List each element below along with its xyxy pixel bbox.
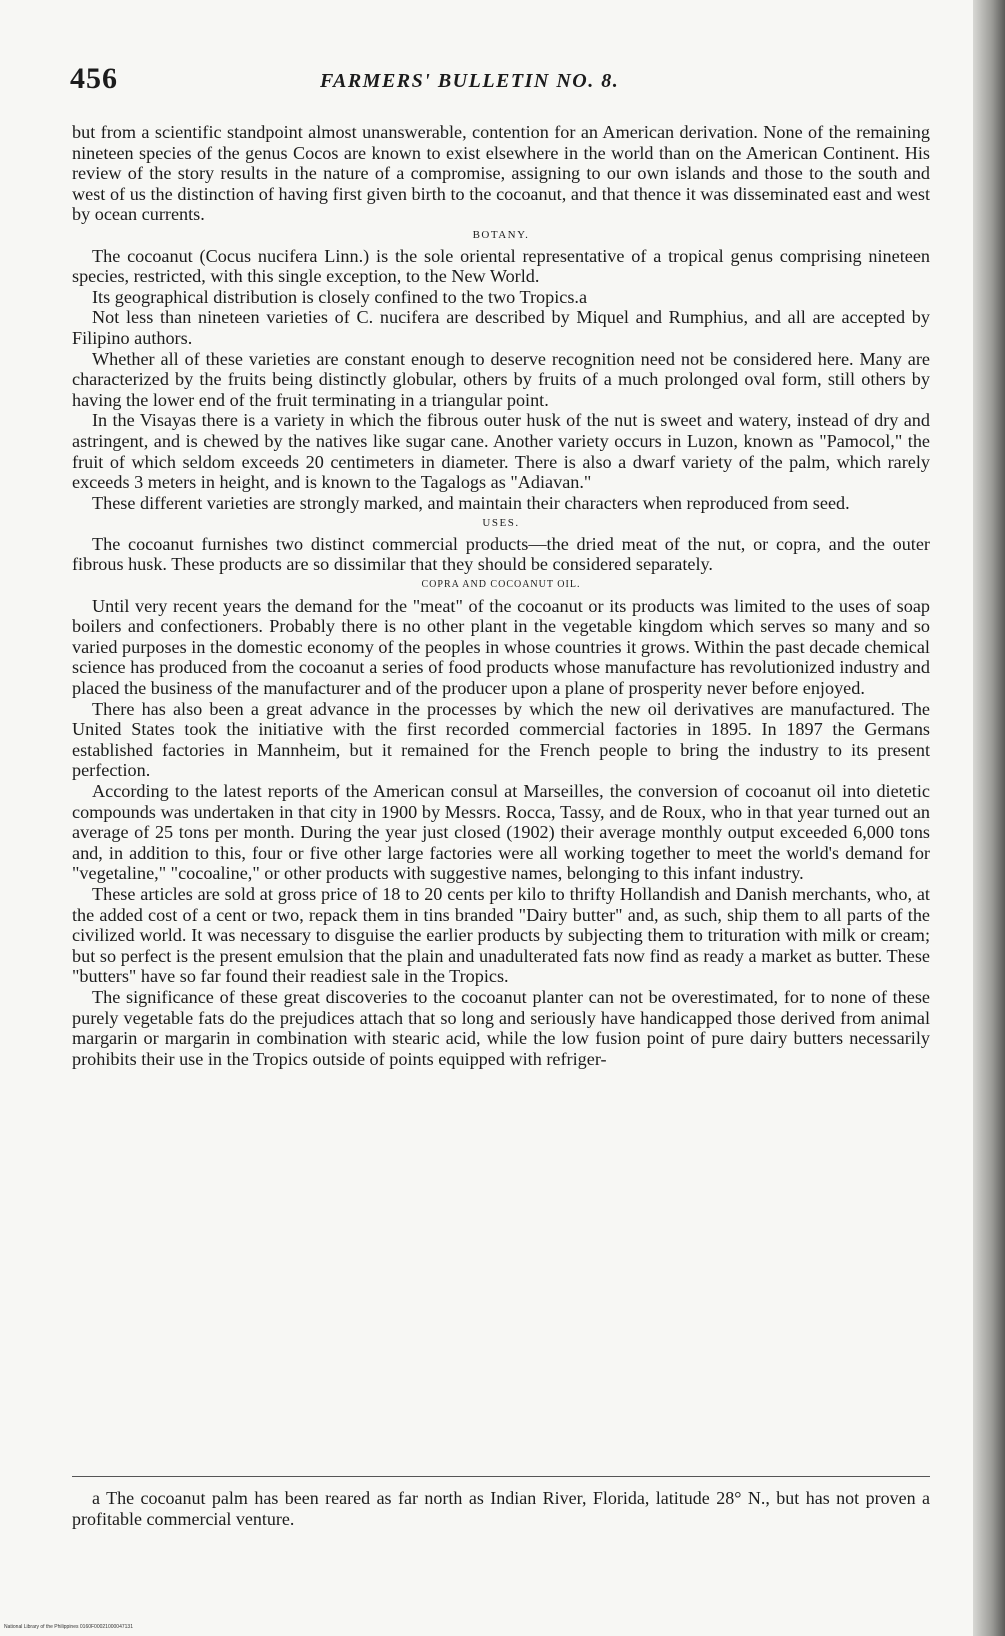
paragraph: Not less than nineteen varieties of C. nucifera are described by Miquel and Rumphius, and all are accepted by Filipino authors. xyxy=(72,307,930,348)
paragraph: The cocoanut furnishes two distinct commercial products—the dried meat of the nut, or copra, and the outer fibrous husk. These products are so dissimilar that they should be considered separately. xyxy=(72,533,930,575)
subsection-heading: COPRA AND COCOANUT OIL. xyxy=(421,579,581,591)
library-imprint: National Library of the Philippines 0160F00021000047131 xyxy=(4,1624,133,1630)
footnote-rule xyxy=(72,1476,930,1477)
paragraph: There has also been a great advance in the processes by which the new oil derivatives are manufactured. The United States took the initiative with the first recorded commercial factories in 1895. In 1897 the Germans established factories in Mannheim, but it remained for the French people to bring the industry to its present perfection. xyxy=(72,698,930,781)
paragraph: These articles are sold at gross price of 18 to 20 cents per kilo to thrifty Hollandish and Danish merchants, who, at the added cost of a cent or two, repack them in tins branded "Dairy butter" and, as such, ship them to all parts of the civilized world. It was necessary to disguise the earlier products by subjecting them to trituration with milk or cream; but so perfect is the present emulsion that the plain and unadulterated fats now find as ready a market as butter. These "butters" have so far found their readiest sale in the Tropics. xyxy=(72,883,930,987)
paragraph: The significance of these great discoveries to the cocoanut planter can not be overestimated, for to none of these purely vegetable fats do the prejudices attach that so long and seriously have handicapped those derived from animal margarin or margarin in combination with stearic acid, while the low fusion point of pure dairy butters necessarily prohibits their use in the Tropics outside of points equipped with refriger- xyxy=(72,986,930,1069)
footnote: a The cocoanut palm has been reared as far north as Indian River, Florida, latitude 28° N., but has not proven a profitable commercial venture. xyxy=(72,1488,930,1529)
paragraph: Its geographical distribution is closely confined to the two Tropics.a xyxy=(92,286,588,307)
paragraph: These different varieties are strongly marked, and maintain their characters when reproduced from seed. xyxy=(92,492,850,513)
page-number: 456 xyxy=(70,62,118,95)
page-header xyxy=(70,62,930,102)
section-heading: USES. xyxy=(482,517,520,530)
running-head: FARMERS' BULLETIN NO. 8. xyxy=(320,70,620,92)
paragraph-continued: but from a scientific standpoint almost unanswerable, contention for an American derivation. None of the remaining nineteen species of the genus Cocos are known to exist elsewhere in the world than on the American Continent. His review of the story results in the nature of a compromise, assigning to our own islands and those to the south and west of us the distinction of having first given birth to the cocoanut, and that thence it was disseminated east and west by ocean currents. xyxy=(72,122,930,225)
paragraph: Until very recent years the demand for the "meat" of the cocoanut or its products was limited to the uses of soap boilers and confectioners. Probably there is no other plant in the vegetable kingdom which serves so many and so varied purposes in the domestic economy of the peoples in whose countries it grows. Within the past decade chemical science has produced from the cocoanut a series of food products whose manufacture has revolutionized industry and placed the business of the manufacturer and of the producer upon a plane of prosperity never before enjoyed. xyxy=(72,595,930,699)
paragraph: According to the latest reports of the American consul at Marseilles, the conversion of cocoanut oil into dietetic compounds was undertaken in that city in 1900 by Messrs. Rocca, Tassy, and de Roux, who in that year turned out an average of 25 tons per month. During the year just closed (1902) their average monthly output exceeded 6,000 tons and, in addition to this, four or five other large factories were all working together to meet the world's demand for "vegetaline," "cocoaline," or other products with suggestive names, belonging to this infant industry. xyxy=(72,781,930,884)
paragraph: Whether all of these varieties are constant enough to deserve recognition need not be considered here. Many are characterized by the fruits being distinctly globular, others by fruits of a much prolonged oval form, still others by having the lower end of the fruit terminating in a triangular point. xyxy=(72,348,930,410)
page-edge-shadow xyxy=(973,0,1005,1636)
paragraph: In the Visayas there is a variety in which the fibrous outer husk of the nut is sweet and watery, instead of dry and astringent, and is chewed by the natives like sugar cane. Another variety occurs in Luzon, known as "Pamocol," the fruit of which seldom exceeds 20 centimeters in diameter. There is also a dwarf variety of the palm, which rarely exceeds 3 meters in height, and is known to the Tagalogs as "Adiavan." xyxy=(72,410,930,493)
section-heading: BOTANY. xyxy=(472,228,530,241)
body-text xyxy=(72,122,930,1069)
paragraph: The cocoanut (Cocus nucifera Linn.) is the sole oriental representative of a tropical genus comprising nineteen species, restricted, with this single exception, to the New World. xyxy=(72,245,930,287)
